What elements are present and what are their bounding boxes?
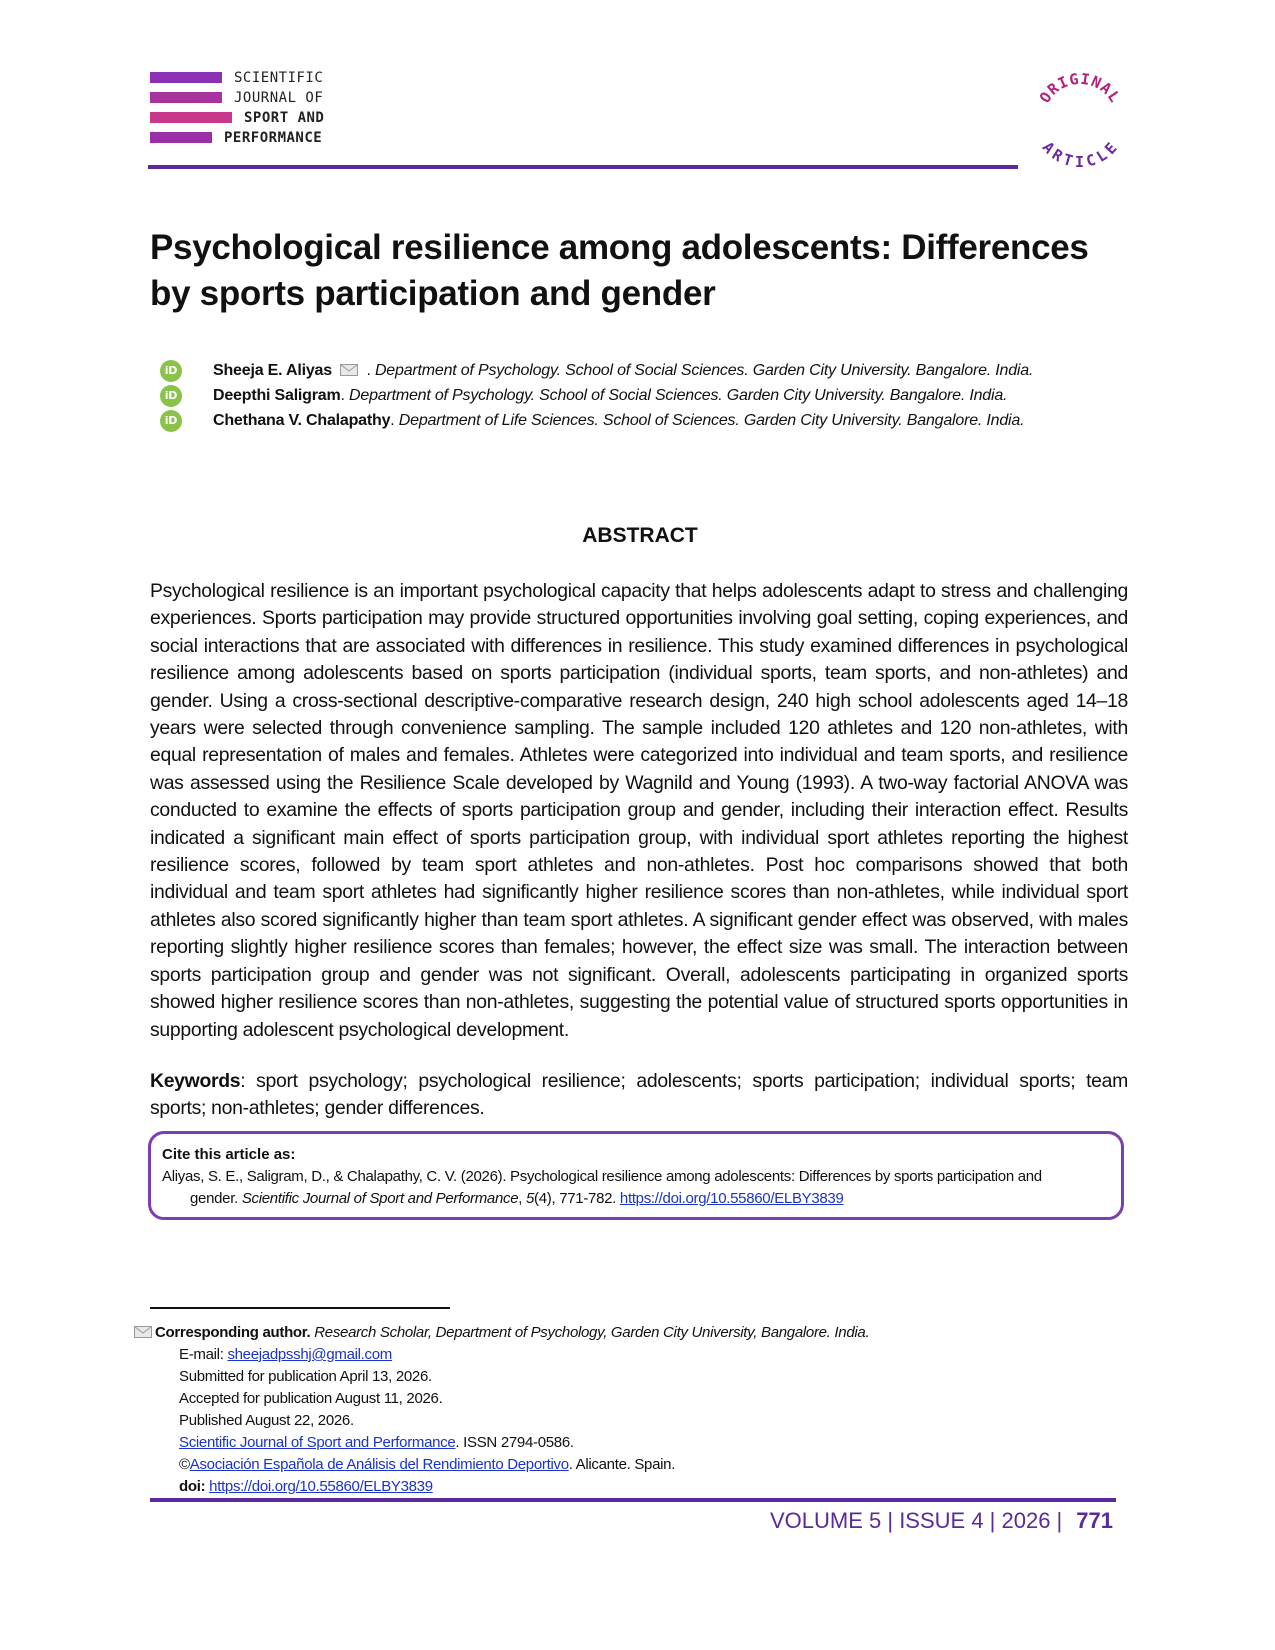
published-date: Published August 22, 2026. [179,1412,354,1429]
envelope-icon [134,1326,152,1338]
keywords-label: Keywords [150,1070,241,1092]
abstract-body: Psychological resilience is an important psychological capacity that helps adolescents adapt to stress and challenging experiences. Sports participation may provide structured opportunities involving goal setting, coping experiences, and social interactions that are associated with differences in resilience. This study examined differences in psychological resilience among adolescents based on sports participation (individual sports, team sports, and non-athletes) and gender. Using a cross-sectional descriptive-comparative research design, 240 high school adolescents aged 14–18 years were selected through convenience sampling. The sample included 120 athletes and 120 non-athletes, with equal representation of males and females. Athletes were categorized into individual and team sports, and resilience was assessed using the Resilience Scale developed by Wagnild and Young (1993). A two-way factorial ANOVA was conducted to examine the effects of sports participation group and gender, including their interaction effect. Results indicated a significant main effect of sports participation group, with individual sport athletes reporting the highest resilience scores, followed by team sport athletes and non-athletes. Post hoc comparisons showed that both individual and team sport athletes had significantly higher resilience scores than non-athletes, while individual sport athletes also scored significantly higher than team sport athletes. A significant gender effect was observed, with males reporting slightly higher resilience scores than females; however, the effect size was small. The interaction between sports participation group and gender was not significant. Overall, adolescents participating in organized sports showed higher resilience scores than non-athletes, suggesting the potential value of structured sports opportunities in supporting adolescent psychological development. [150,580,1128,1041]
original-article-badge [1030,68,1130,168]
logo-line-2: JOURNAL OF [234,90,324,106]
citation-journal: Scientific Journal of Sport and Performance [241,1190,519,1207]
footnote-rule [150,1307,450,1309]
author-affiliation: Department of Life Sciences. School of Sciences. Garden City University. Bangalore. India. [398,412,1025,429]
citation-volume: 5 [526,1190,535,1207]
header-rule [148,165,1018,169]
citation-text [162,1166,1117,1210]
logo-bar-1 [150,72,222,83]
corresponding-text: Research Scholar, Department of Psychology, Garden City University, Bangalore. India. [314,1324,870,1341]
submitted-date: Submitted for publication April 13, 2026. [179,1368,432,1385]
email-link[interactable]: sheejadpsshj@gmail.com [227,1346,392,1363]
author-list [160,358,1160,433]
accepted-date: Accepted for publication August 11, 2026. [179,1390,443,1407]
orcid-icon[interactable]: iD [160,360,182,382]
logo-bar-4 [150,132,212,143]
journal-logo [150,72,390,152]
envelope-icon [340,364,358,376]
citation-heading: Cite this article as: [162,1146,296,1163]
author-sep: . [340,387,350,404]
author-name: Sheeja E. Aliyas [213,362,332,379]
issn-text: . ISSN 2794-0586. [455,1434,574,1451]
footer-rule [150,1498,1116,1502]
volume-issue-footer [770,1508,1113,1534]
volume-text: VOLUME 5 | ISSUE 4 | 2026 | [770,1508,1063,1533]
author-name: Chethana V. Chalapathy [213,412,391,429]
citation-line-2 [162,1188,1117,1210]
logo-bar-3 [150,112,232,123]
keywords [150,1068,1128,1123]
citation-issue-pages: (4), 771-782. [534,1190,620,1207]
copyright-row [134,1454,1134,1476]
corresponding-author-note [134,1322,1134,1344]
journal-link[interactable]: Scientific Journal of Sport and Performance [179,1434,456,1451]
author-row [160,383,1160,408]
author-sep: . [390,412,399,429]
logo-line-4: PERFORMANCE [224,130,323,146]
author-name: Deepthi Saligram [213,387,341,404]
citation-text-2: gender. [190,1190,242,1207]
corresponding-label: Corresponding author. [155,1324,311,1341]
email-row [134,1344,1134,1366]
copyright-symbol: © [179,1456,190,1473]
badge-word-article: ARTICLE [1038,138,1122,168]
journal-issn-row [134,1432,1134,1454]
keywords-text: : sport psychology; psychological resilience; adolescents; sports participation; individual sports; team sports; non-athletes; gender differences. [150,1070,1128,1120]
author-row [160,408,1160,433]
logo-line-1: SCIENTIFIC [234,70,324,86]
association-link[interactable]: Asociación Española de Análisis del Rendimiento Deportivo [189,1456,569,1473]
orcid-icon[interactable]: iD [160,410,182,432]
logo-line-3: SPORT AND [244,110,325,126]
footnotes [134,1322,1134,1498]
logo-bar-2 [150,92,222,103]
article-title: Psychological resilience among adolescents: Differences by sports participation and gender [150,228,1089,313]
author-affiliation: Department of Psychology. School of Social Sciences. Garden City University. Bangalore. India. [374,362,1034,379]
citation-volume-sep: , [518,1190,526,1207]
author-row [160,358,1160,383]
abstract-heading: ABSTRACT [582,524,698,547]
association-place: . Alicante. Spain. [568,1456,676,1473]
author-sep: . [362,362,375,379]
orcid-icon[interactable]: iD [160,385,182,407]
doi-label: doi: [179,1478,210,1495]
citation-line-1: Aliyas, S. E., Saligram, D., & Chalapathy, C. V. (2026). Psychological resilience among adolescents: Differences by sports participation and [162,1168,1042,1185]
page-number: 771 [1076,1508,1113,1533]
citation-doi-link[interactable]: https://doi.org/10.55860/ELBY3839 [619,1190,844,1207]
badge-word-original: ORIGINAL [1035,69,1125,107]
author-affiliation: Department of Psychology. School of Social Sciences. Garden City University. Bangalore. India. [349,387,1008,404]
doi-row [134,1476,1134,1498]
email-label: E-mail: [179,1346,228,1363]
doi-link[interactable]: https://doi.org/10.55860/ELBY3839 [209,1478,433,1495]
